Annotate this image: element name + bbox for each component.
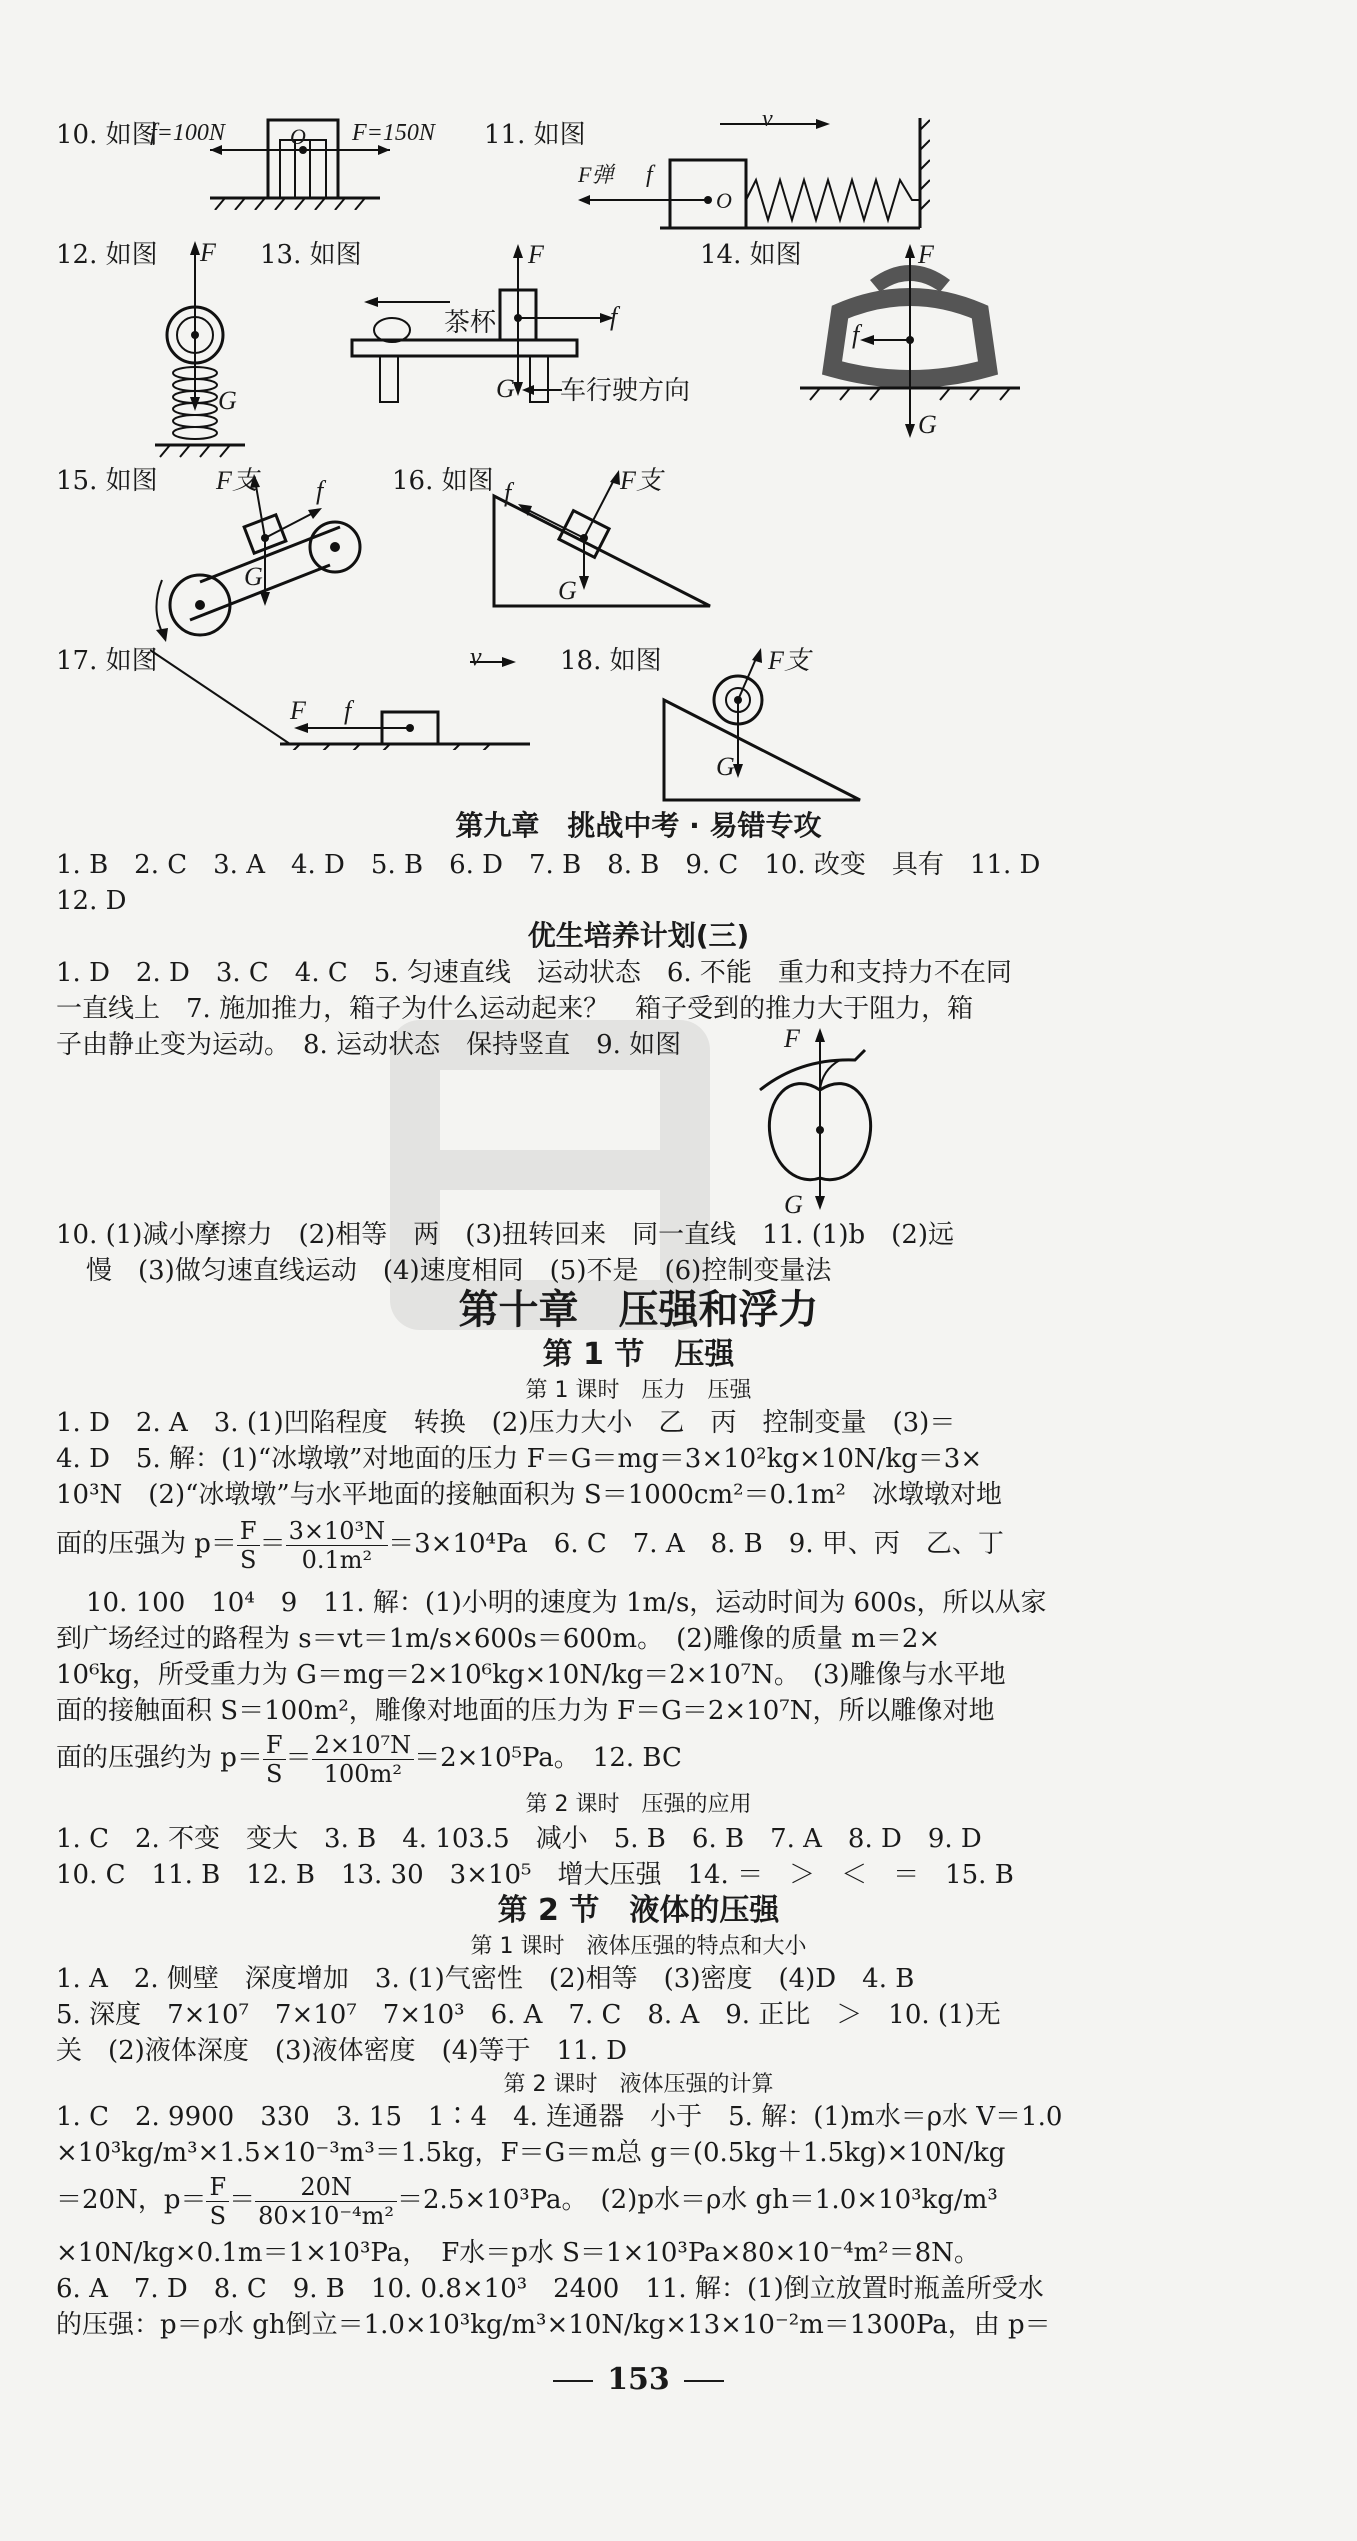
fig13-G: G bbox=[496, 374, 515, 403]
fig14-F: F bbox=[918, 240, 934, 269]
fig18-F: F支 bbox=[768, 646, 810, 675]
plan3-line1: 1. D 2. D 3. C 4. C 5. 匀速直线 运动状态 6. 不能 重力和支持力不在同 bbox=[56, 958, 1012, 988]
plan3-line2: 一直线上 7. 施加推力，箱子为什么运动起来？ 箱子受到的推力大于阻力，箱 bbox=[56, 994, 974, 1024]
apple-F: F bbox=[784, 1024, 800, 1053]
ch9-answers-line1: 1. B 2. C 3. A 4. D 5. B 6. D 7. B 8. B 9. C 10. 改变 具有 11. D bbox=[56, 850, 1041, 880]
fig18-diagram bbox=[660, 640, 870, 810]
s1-line4: 面的压强为 p＝ $\frac{F}{S}$ ＝ $\frac{\text{3×10³N}}{\text{0.1m²}}$ ＝3×10⁴Pa 6. C 7. A 8. B 9. 甲、丙 乙、丁 bbox=[56, 1516, 1004, 1574]
fraction-f-over-s: $\frac{F}{S}$ bbox=[263, 1731, 286, 1788]
fig10-f-left: f=100N bbox=[150, 120, 225, 146]
s1-line5: 10. 100 10⁴ 9 11. 解：(1)小明的速度为 1m/s，运动时间为 600s，所以从家 bbox=[86, 1588, 1047, 1618]
fig11-f-spring: F弹 bbox=[578, 162, 614, 187]
fig16-label: 16. 如图 bbox=[392, 466, 494, 496]
sec2-lesson1-title: 第 1 课时 液体压强的特点和大小 bbox=[470, 1934, 807, 1959]
fig16-diagram bbox=[480, 466, 720, 616]
fig11-center-o: O bbox=[716, 188, 732, 213]
fig18-G: G bbox=[716, 752, 735, 781]
s1-line9: 面的压强约为 p＝ $\frac{F}{S}$ ＝ $\frac{\text{2×10⁷N}}{\text{100m²}}$ ＝2×10⁵Pa。 12. BC bbox=[56, 1730, 682, 1788]
fig17-f: f bbox=[344, 696, 352, 725]
s1-line2: 4. D 5. 解：(1)“冰墩墩”对地面的压力 F＝G＝mg＝3×10²kg×10N/kg＝3× bbox=[56, 1444, 983, 1474]
fig16-F: F支 bbox=[620, 466, 662, 495]
fig11-v: v bbox=[762, 106, 773, 132]
fraction-value: $\frac{\text{2×10⁷N}}{\text{100m²}}$ bbox=[312, 1731, 415, 1788]
s2c2-line3-a: ＝20N，p＝ bbox=[56, 2185, 207, 2215]
fig16-f: f bbox=[504, 478, 512, 507]
s1-line4-b: ＝3×10⁴Pa 6. C 7. A 8. B 9. 甲、丙 乙、丁 bbox=[388, 1529, 1004, 1559]
s2c2-line6: 的压强：p＝ρ水 gh倒立＝1.0×10³kg/m³×10N/kg×13×10⁻²m＝1300Pa，由 p＝ bbox=[56, 2310, 1051, 2340]
fig17-label: 17. 如图 bbox=[56, 646, 158, 676]
fig10-center-o: O bbox=[290, 124, 306, 149]
fraction-f-over-s: $\frac{F}{S}$ bbox=[237, 1517, 260, 1574]
fig16-G: G bbox=[558, 576, 577, 605]
s2-line3: 关 (2)液体深度 (3)液体密度 (4)等于 11. D bbox=[56, 2036, 627, 2066]
fig13-cup: 茶杯 bbox=[444, 308, 497, 338]
sec1-lesson1-title: 第 1 课时 压力 压强 bbox=[525, 1378, 752, 1403]
fig12-diagram bbox=[150, 235, 260, 465]
s2c2-line3: ＝20N，p＝ $\frac{F}{S}$ ＝ $\frac{20N}{\text{80×10⁻⁴m²}}$ ＝2.5×10³Pa。 (2)p水＝ρ水 gh＝1.0×10³kg/m³ bbox=[56, 2172, 998, 2230]
fig12-label: 12. 如图 bbox=[56, 240, 158, 270]
plan3-line4: 10. (1)减小摩擦力 (2)相等 两 (3)扭转回来 同一直线 11. (1)b (2)远 bbox=[56, 1220, 955, 1250]
fig10-f-right: F=150N bbox=[352, 120, 435, 146]
fraction-f-over-s: $\frac{F}{S}$ bbox=[206, 2173, 229, 2230]
ch9-answers-line2: 12. D bbox=[56, 886, 127, 916]
fig15-F: F支 bbox=[216, 466, 258, 495]
fig14-G: G bbox=[918, 410, 937, 439]
fig13-f: f bbox=[610, 302, 618, 331]
s1-line8: 面的接触面积 S＝100m²，雕像对地面的压力为 F＝G＝2×10⁷N，所以雕像对地 bbox=[56, 1696, 995, 1726]
fig13-F: F bbox=[528, 240, 544, 269]
fig15-G: G bbox=[244, 562, 263, 591]
s2-line1: 1. A 2. 侧壁 深度增加 3. (1)气密性 (2)相等 (3)密度 (4)D 4. B bbox=[56, 1964, 915, 1994]
s1-line9-a: 面的压强约为 p＝ bbox=[56, 1743, 263, 1773]
fig15-f: f bbox=[316, 476, 324, 505]
s1-line1: 1. D 2. A 3. (1)凹陷程度 转换 (2)压力大小 乙 丙 控制变量 (3)＝ bbox=[56, 1408, 956, 1438]
s1-line3: 10³N (2)“冰墩墩”与水平地面的接触面积为 S＝1000cm²＝0.1m² 冰墩墩对地 bbox=[56, 1480, 1002, 1510]
plan3-title: 优生培养计划(三) bbox=[527, 919, 750, 952]
plan3-line5: 慢 (3)做匀速直线运动 (4)速度相同 (5)不是 (6)控制变量法 bbox=[86, 1256, 832, 1286]
fig13-label: 13. 如图 bbox=[260, 240, 362, 270]
fig18-label: 18. 如图 bbox=[560, 646, 662, 676]
fig14-diagram bbox=[800, 240, 1020, 450]
plan3-line3: 子由静止变为运动。 8. 运动状态 保持竖直 9. 如图 bbox=[56, 1030, 682, 1060]
s1-line6: 到广场经过的路程为 s＝vt＝1m/s×600s＝600m。 (2)雕像的质量 m＝2× bbox=[56, 1624, 941, 1654]
page-number bbox=[0, 2362, 1317, 2397]
sec2-lesson2-title: 第 2 课时 液体压强的计算 bbox=[503, 2072, 774, 2097]
s2c2-line1: 1. C 2. 9900 330 3. 15 1∶4 4. 连通器 小于 5. 解：(1)m水＝ρ水 V＝1.0 bbox=[56, 2102, 1063, 2132]
fig14-label: 14. 如图 bbox=[700, 240, 802, 270]
s1-line9-b: ＝2×10⁵Pa。 12. BC bbox=[414, 1743, 682, 1773]
s2c2-line3-b: ＝2.5×10³Pa。 (2)p水＝ρ水 gh＝1.0×10³kg/m³ bbox=[397, 2185, 998, 2215]
page-number-text: 153 bbox=[607, 2362, 670, 2397]
fig11-diagram bbox=[570, 110, 930, 240]
page-dash-left bbox=[553, 2380, 593, 2382]
apple-G: G bbox=[784, 1190, 803, 1219]
sec1-lesson2-title: 第 2 课时 压强的应用 bbox=[525, 1792, 752, 1817]
fraction-value: $\frac{20N}{\text{80×10⁻⁴m²}}$ bbox=[255, 2173, 397, 2230]
s1-line7: 10⁶kg，所受重力为 G＝mg＝2×10⁶kg×10N/kg＝2×10⁷N。 (3)雕像与水平地 bbox=[56, 1660, 1006, 1690]
fig15-label: 15. 如图 bbox=[56, 466, 158, 496]
fig17-F: F bbox=[290, 696, 306, 725]
fig13-direction: 车行驶方向 bbox=[560, 376, 691, 406]
fig12-F: F bbox=[200, 238, 216, 267]
s2c2-line4: ×10N/kg×0.1m＝1×10³Pa， F水＝p水 S＝1×10³Pa×80×10⁻⁴m²＝8N。 bbox=[56, 2238, 980, 2268]
page-dash-right bbox=[684, 2380, 724, 2382]
fig12-G: G bbox=[218, 386, 237, 415]
fig14-f: f bbox=[852, 320, 860, 349]
s1c2-line1: 1. C 2. 不变 变大 3. B 4. 103.5 减小 5. B 6. B 7. A 8. D 9. D bbox=[56, 1824, 982, 1854]
ch10-title: 第十章 压强和浮力 bbox=[458, 1287, 819, 1333]
sec2-title: 第 2 节 液体的压强 bbox=[497, 1893, 780, 1928]
fig17-v: v bbox=[470, 642, 482, 671]
fig11-f: f bbox=[646, 162, 653, 188]
s1c2-line2: 10. C 11. B 12. B 13. 30 3×10⁵ 增大压强 14. ＝ ＞ ＜ ＝ 15. B bbox=[56, 1860, 1014, 1890]
s2-line2: 5. 深度 7×10⁷ 7×10⁷ 7×10³ 6. A 7. C 8. A 9. 正比 ＞ 10. (1)无 bbox=[56, 2000, 1001, 2030]
fig11-label: 11. 如图 bbox=[484, 120, 586, 150]
ch9-title: 第九章 挑战中考 · 易错专攻 bbox=[455, 809, 822, 842]
apple-diagram bbox=[740, 1020, 900, 1220]
s1-line4-a: 面的压强为 p＝ bbox=[56, 1529, 237, 1559]
sec1-title: 第 1 节 压强 bbox=[542, 1337, 735, 1372]
s2c2-line5: 6. A 7. D 8. C 9. B 10. 0.8×10³ 2400 11. 解：(1)倒立放置时瓶盖所受水 bbox=[56, 2274, 1044, 2304]
fig10-label: 10. 如图 bbox=[56, 120, 158, 150]
s2c2-line2: ×10³kg/m³×1.5×10⁻³m³＝1.5kg，F＝G＝m总 g＝(0.5kg＋1.5kg)×10N/kg bbox=[56, 2138, 1006, 2168]
fraction-value: $\frac{\text{3×10³N}}{\text{0.1m²}}$ bbox=[286, 1517, 389, 1574]
